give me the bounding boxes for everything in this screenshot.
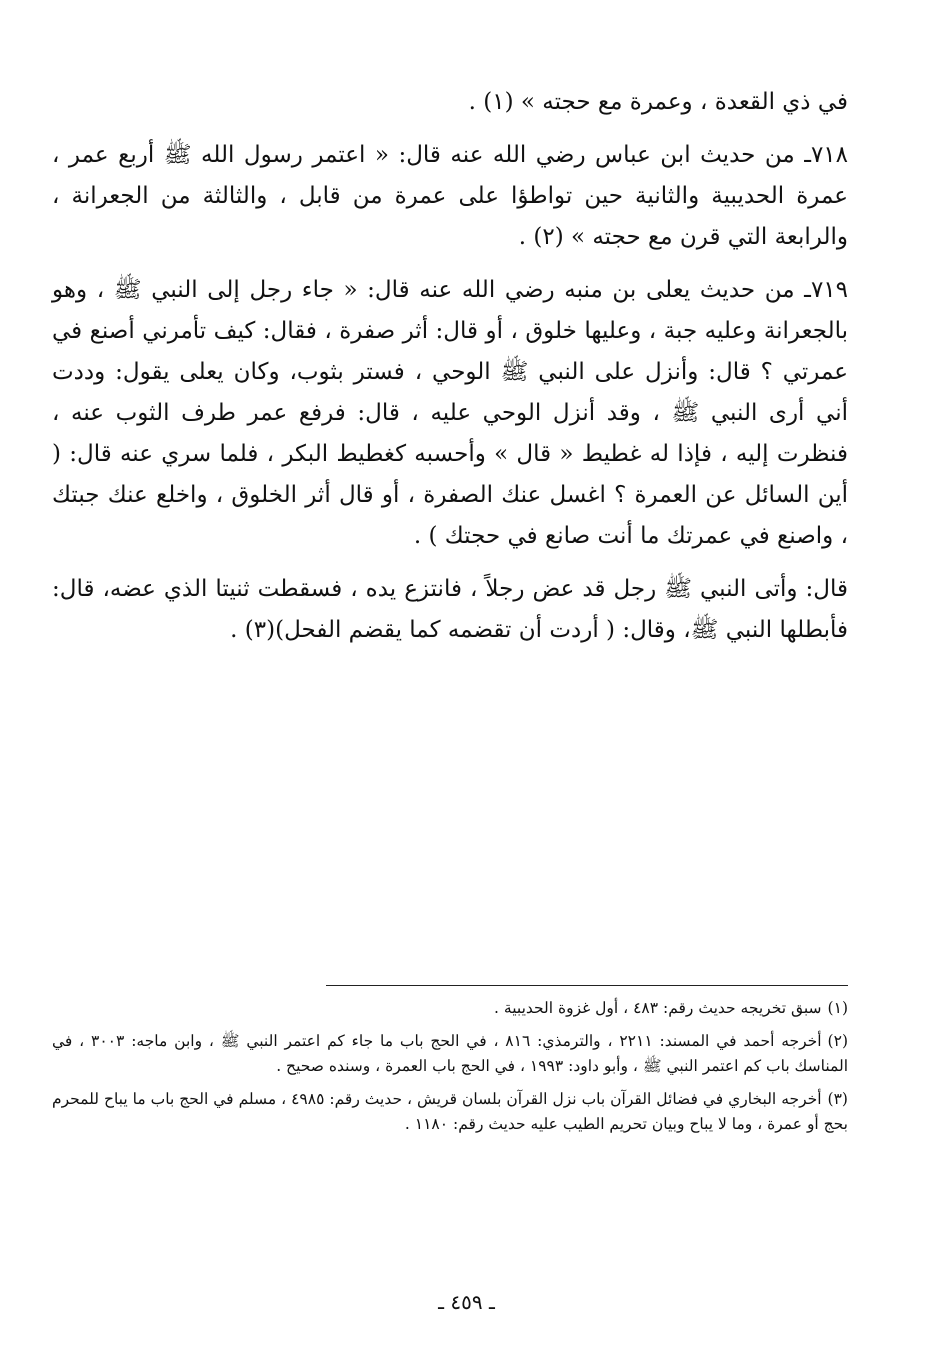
page-number: ـ ٤٥٩ ـ — [438, 1290, 495, 1314]
hadith-719-continued — [52, 569, 848, 651]
footnote-text: سبق تخريجه حديث رقم: ٤٨٣ ، أول غزوة الحديبية . — [494, 999, 822, 1017]
footnote-divider — [326, 985, 848, 986]
footnote-divider-wrap — [52, 985, 848, 996]
footnote-3 — [52, 1087, 848, 1137]
paragraph-intro — [52, 82, 848, 123]
footnote-text: أخرجه أحمد في المسند: ٢٢١١ ، والترمذي: ٨١٦ ، في الحج باب ما جاء كم اعتمر النبي ﷺ ، وابن ماجه: ٣٠٠٣ ، في المناسك باب كم اعتمر النبي ﷺ ، وأبو داود: ١٩٩٣ ، في الحج باب العمرة ، وسنده صحيح . — [52, 1032, 848, 1075]
paragraph-text: ٧١٩ـ من حديث يعلى بن منبه رضي الله عنه قال: « جاء رجل إلى النبي ﷺ ، وهو بالجعرانة وعليه جبة ، وعليها خلوق ، أو قال: أثر صفرة ، فقال: كيف تأمرني أصنع في عمرتي ؟ قال: وأنزل على النبي ﷺ الوحي ، فستر بثوب، وكان يعلى يقول: وددت أني أرى النبي ﷺ ، وقد أنزل الوحي عليه ، قال: فرفع عمر طرف الثوب عنه ، فنظرت إليه ، فإذا له غطيط « قال » وأحسبه كغطيط البكر ، فلما سري عنه قال: ( أين السائل عن العمرة ؟ اغسل عنك الصفرة ، أو قال أثر الخلوق ، واخلع عنك جبتك ، واصنع في عمرتك ما أنت صانع في حجتك ) . — [52, 277, 848, 549]
paragraph-text: في ذي القعدة ، وعمرة مع حجته » (١) . — [468, 89, 848, 115]
hadith-718 — [52, 135, 848, 258]
blank-space — [52, 663, 848, 985]
page-content — [52, 82, 848, 1145]
footnote-2 — [52, 1029, 848, 1079]
paragraph-text: ٧١٨ـ من حديث ابن عباس رضي الله عنه قال: « اعتمر رسول الله ﷺ أربع عمر ، عمرة الحديبية والثانية حين تواطؤا على عمرة من قابل ، والثالثة من الجعرانة ، والرابعة التي قرن مع حجته » (٢) . — [52, 142, 848, 250]
footnote-number: (١) — [827, 999, 848, 1017]
footnote-number: (٣) — [827, 1090, 848, 1108]
footnote-number: (٢) — [827, 1032, 848, 1050]
paragraph-text: قال: وأتى النبي ﷺ رجل قد عض رجلاً ، فانتزع يده ، فسقطت ثنيتا الذي عضه، قال: فأبطلها النبي ﷺ، وقال: ( أردت أن تقضمه كما يقضم الفحل)(٣) . — [52, 576, 848, 643]
footnote-1 — [52, 996, 848, 1021]
footnote-text: أخرجه البخاري في فضائل القرآن باب نزل القرآن بلسان قريش ، حديث رقم: ٤٩٨٥ ، مسلم في الحج باب ما يباح للمحرم بحج أو عمرة ، وما لا يباح وبيان تحريم الطيب عليه حديث رقم: ١١٨٠ . — [52, 1090, 848, 1133]
hadith-719 — [52, 270, 848, 557]
